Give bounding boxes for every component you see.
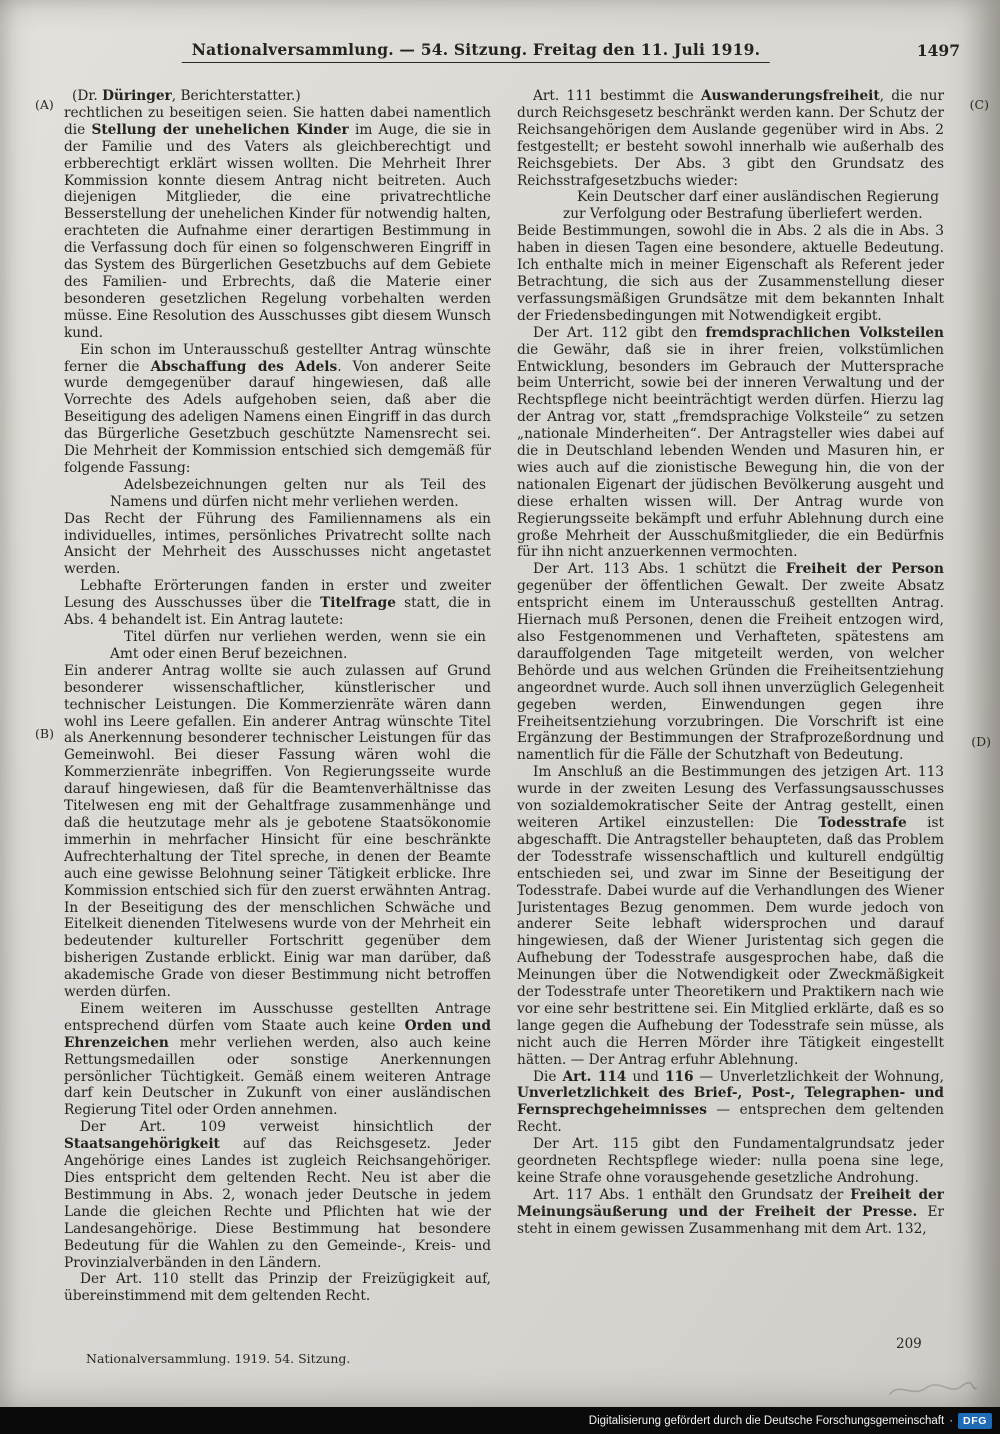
margin-label-b: (B): [35, 726, 54, 741]
quotation: Kein Deutscher darf einer ausländischen Regierung zur Verfolgung oder Bestrafung überliefert werden.: [563, 189, 939, 223]
left-column: [64, 88, 491, 1344]
paragraph: Das Recht der Führung des Familiennamens als ein individuelles, intimes, persönliches Privatrecht sollte nach Ansicht der Mehrheit des Ausschusses nicht angetastet werden.: [64, 510, 491, 578]
page-number: 1497: [916, 41, 960, 60]
paragraph: Ein schon im Unterausschuß gestellter Antrag wünschte ferner die Abschaffung des Adels. Von anderer Seite wurde demgegenüber darauf hingewiesen, daß alle Vorrechte des Adels aufgehoben seien, daß aber die Beseitigung des adeligen Namens einen Eingriff in das durch das Bürgerliche Gesetzbuch geschützte Namensrecht sei. Die Mehrheit der Kommission entschied sich demgemäß für folgende Fassung:: [64, 341, 491, 476]
paragraph: Art. 117 Abs. 1 enthält den Grundsatz der Freiheit der Meinungsäußerung und der Freiheit der Presse. Er steht in einem gewissen Zusammenhang mit dem Art. 132,: [517, 1186, 944, 1237]
paragraph: Ein anderer Antrag wollte sie auch zulassen auf Grund besonderer wissenschaftlicher, künstlerischer und technischer Leistungen. Die Kommerzienräte wären dann wohl ins Leere gefallen. Ein anderer Antrag wünschte Titel als Anerkennung besonderer technischer Leistungen für das Gemeinwohl. Bei dieser Fassung wären wohl die Kommerzienräte inbegriffen. Von Regierungsseite wurde darauf hingewiesen, daß für die Beamtenverhältnisse das Titelwesen eng mit der Gehaltfrage zusammenhänge und daß die heutzutage mehr als je gebotene Staatsökonomie immerhin in mehrfacher Hinsicht für eine beschränkte Aufrechterhaltung der Titel spreche, in denen der Beamte auch eine gewisse Belohnung seiner Tätigkeit erblicke. Ihre Kommission entschied sich für den zuerst erwähnten Antrag. In der Beseitigung des der menschlichen Schwäche und Eitelkeit dienenden Titelwesens wurde von der Mehrheit ein bedeutender kultureller Fortschritt gegenüber dem bisherigen Zustande erblickt. Einig war man darüber, daß akademische Grade von dieser Bestimmung nicht betroffen werden dürfen.: [64, 662, 491, 1001]
margin-label-d: (D): [971, 734, 991, 749]
credit-separator-dot: ·: [949, 1414, 954, 1427]
paragraph: rechtlichen zu beseitigen seien. Sie hatten dabei namentlich die Stellung der unehelichen Kinder im Auge, die sie in der Familie und des Vaters als gleichberechtigt und erbberechtigt erklärt wissen wollten. Die Mehrheit Ihrer Kommission konnte diesem Antrag nicht beitreten. Auch diejenigen Mitglieder, die eine privatrechtliche Besserstellung der unehelichen Kinder für notwendig halten, erachteten die Aufnahme einer derartigen Bestimmung in die Verfassung doch für einen so folgenschweren Eingriff in das System des Bürgerlichen Gesetzbuchs auf dem Gebiete des Familien- und Erbrechts, daß die Materie einer besonderen gesetzlichen Regelung vorbehalten werden müsse. Eine Resolution des Ausschusses gibt diesem Wunsch kund.: [64, 104, 491, 341]
margin-label-c: (C): [969, 97, 989, 112]
paragraph: Die Art. 114 und 116 — Unverletzlichkeit der Wohnung, Unverletzlichkeit des Brief-, Post-, Telegraphen- und Fernsprechgeheimnisses — entsprechen dem geltenden Recht.: [517, 1068, 944, 1136]
handwritten-mark: [888, 1378, 978, 1402]
paragraph: Art. 111 bestimmt die Auswanderungsfreiheit, die nur durch Reichsgesetz beschränkt werden kann. Der Schutz der Reichsangehörigen dem Auslande gegenüber wird in Abs. 2 festgestellt; er besteht sowohl innerhalb wie außerhalb des Reichsgebiets. Der Abs. 3 gibt den Grundsatz des Reichsstrafgesetzbuchs wieder:: [517, 88, 944, 189]
dfg-logo: DFG: [958, 1413, 992, 1429]
paragraph: Einem weiteren im Ausschusse gestellten Antrage entsprechend dürfen vom Staate auch keine Orden und Ehrenzeichen mehr verliehen werden, also auch keine Rettungsmedaillen oder sonstige Anerkennungen persönlicher Tüchtigkeit. Gemäß einem weiteren Antrage darf kein Deutscher in Zukunft von einer ausländischen Regierung Titel oder Orden annehmen.: [64, 1000, 491, 1119]
rapporteur-byline: (Dr. Düringer, Berichterstatter.): [72, 88, 301, 104]
paragraph: Der Art. 115 gibt den Fundamentalgrundsatz jeder geordneten Rechtspflege wieder: nulla poena sine lege, keine Strafe ohne vorausgehende gesetzliche Androhung.: [517, 1136, 944, 1186]
margin-label-a: (A): [35, 97, 54, 112]
page-header: [62, 40, 962, 66]
sheet-signature-number: 209: [896, 1336, 922, 1352]
paragraph: Der Art. 113 Abs. 1 schützt die Freiheit der Person gegenüber der öffentlichen Gewalt. Der zweite Absatz entspricht einem im Unterausschuß gestellten Antrag. Hiernach muß Personen, denen die Freiheit entzogen wird, also Festgenommenen und Verhafteten, spätestens am darauffolgenden Tage mitgeteilt werden, von welcher Behörde und aus welchen Gründen die Freiheitsentziehung angeordnet wurde. Auch soll ihnen unverzüglich Gelegenheit gegeben werden, Einwendungen gegen ihre Freiheitsentziehung vorzubringen. Die Vorschrift ist eine Ergänzung der Bestimmungen der Strafprozeßordnung und namentlich für die Fälle der Schutzhaft von Bedeutung.: [517, 561, 944, 764]
page-header-title: Nationalversammlung. — 54. Sitzung. Freitag den 11. Juli 1919.: [182, 40, 770, 63]
paragraph: Beide Bestimmungen, sowohl die in Abs. 2 als die in Abs. 3 haben in diesen Tagen eine besondere, aktuelle Bedeutung. Ich enthalte mich in meiner Eigenschaft als Referent jeder Betrachtung, die sich aus der Zusammenstellung dieser verfassungsmäßigen Grundsätze mit dem bekannten Inhalt der Friedensbedingungen mit Notwendigkeit ergibt.: [517, 223, 944, 324]
right-column: [517, 88, 944, 1344]
paragraph: Der Art. 112 gibt den fremdsprachlichen Volksteilen die Gewähr, daß sie in ihrer freien, volkstümlichen Entwicklung, besonders im Gebrauch der Muttersprache beim Unterricht, sowie bei der inneren Verwaltung und der Rechtspflege nicht beeinträchtigt werden dürfen. Hierzu lag der Antrag vor, statt „fremdsprachige Volksteile“ zu setzen „nationale Minderheiten“. Der Antragsteller wies dabei auf die in Deutschland lebenden Wenden und Masuren hin, er wies auch auf die zionistische Bewegung hin, die von der nationalen Eigenart der jüdischen Bevölkerung ausgeht und diese erhalten wissen will. Der Antrag wurde von Regierungsseite bekämpft und erfuhr Ablehnung durch eine große Mehrheit der Ausschußmitglieder, die ein Bedürfnis für ihn nicht anzuerkennen vermochten.: [517, 324, 944, 561]
paragraph: Der Art. 110 stellt das Prinzip der Freizügigkeit auf, übereinstimmend mit dem geltenden Recht.: [64, 1271, 491, 1305]
text-columns: [64, 88, 944, 1344]
paragraph: Lebhafte Erörterungen fanden in erster und zweiter Lesung des Ausschusses über die Titelfrage statt, die in Abs. 4 behandelt ist. Ein Antrag lautete:: [64, 578, 491, 629]
paragraph: Der Art. 109 verweist hinsichtlich der Staatsangehörigkeit auf das Reichsgesetz. Jeder Angehörige eines Landes ist zugleich Reichsangehöriger. Dies entspricht dem geltenden Recht. Neu ist aber die Bestimmung in Abs. 2, wonach jeder Deutsche in jedem Lande die gleichen Rechte und Pflichten hat wie der Landesangehörige. Diese Bestimmung hat besondere Bedeutung für die Wahlen zu den Gemeinde-, Kreis- und Provinzialverbänden in den Ländern.: [64, 1119, 491, 1271]
session-footnote: Nationalversammlung. 1919. 54. Sitzung.: [86, 1351, 351, 1366]
digitization-bar: [0, 1407, 1000, 1434]
quotation: Titel dürfen nur verliehen werden, wenn sie ein Amt oder einen Beruf bezeichnen.: [110, 629, 486, 662]
paragraph: Im Anschluß an die Bestimmungen des jetzigen Art. 113 wurde in der zweiten Lesung des Verfassungsausschusses von sozialdemokratischer Seite der Antrag gestellt, einen weiteren Artikel einzustellen: Die Todesstrafe ist abgeschafft. Die Antragsteller behaupteten, daß das Problem der Todesstrafe wissenschaftlich und kulturell endgültig entschieden sei, und zwar im Sinne der Beseitigung der Todesstrafe. Dabei wurde auf die Verhandlungen des Wiener Juristentages Bezug genommen. Dem wurde jedoch von anderer Seite lebhaft widersprochen und darauf hingewiesen, daß der Wiener Juristentag sich gegen die Aufhebung der Todesstrafe ausgesprochen habe, daß die Meinungen über die Notwendigkeit oder Zweckmäßigkeit der Todesstrafe unter Theoretikern und Praktikern nach wie vor eine sehr bestrittene sei. Ein Mitglied erklärte, daß es so lange gegen die Aufhebung der Todesstrafe sein müsse, als nicht auch die Herren Mörder ihre Tätigkeit eingestellt hätten. — Der Antrag erfuhr Ablehnung.: [517, 764, 944, 1068]
quotation: Adelsbezeichnungen gelten nur als Teil des Namens und dürfen nicht mehr verliehen werden.: [110, 476, 486, 510]
digitization-credit-text: Digitalisierung gefördert durch die Deutsche Forschungsgemeinschaft: [588, 1414, 945, 1427]
